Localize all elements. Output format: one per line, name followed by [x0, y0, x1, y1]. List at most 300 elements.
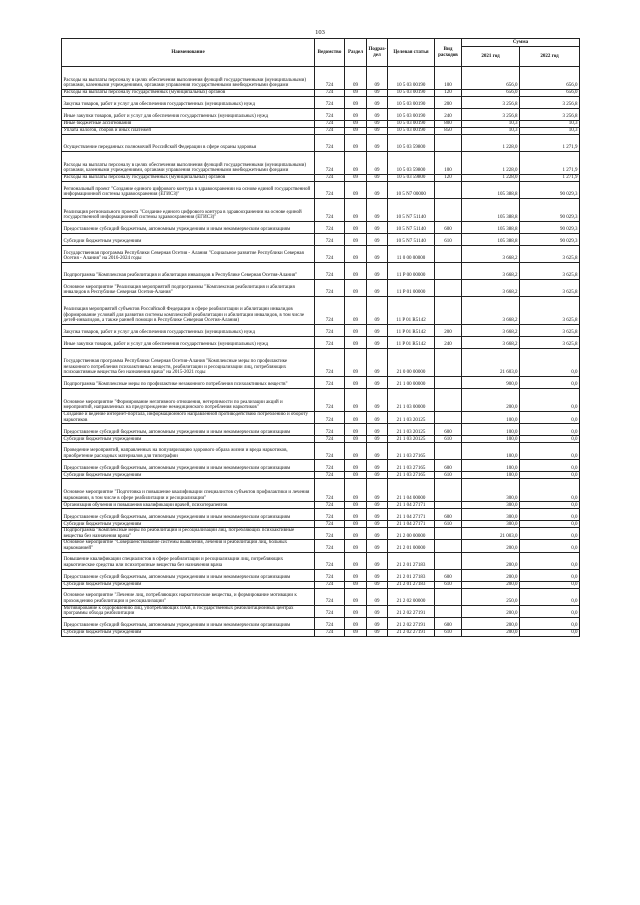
row-subsection: 09	[367, 569, 388, 581]
row-expense-type: 600	[435, 424, 462, 436]
table-row	[62, 528, 580, 540]
row-amount-2021: 200,0	[462, 629, 520, 636]
row-amount-2021: 105 388,8	[462, 222, 520, 234]
row-subsection: 09	[367, 121, 388, 128]
row-expense-type	[435, 502, 462, 509]
row-amount-2021: 105 388,8	[462, 199, 520, 222]
row-amount-2022: 1 271,9	[520, 175, 580, 182]
row-section: 09	[345, 246, 367, 263]
row-target: 21 1 03 20125	[388, 436, 435, 443]
row-amount-2021: 3 668,2	[462, 337, 520, 349]
row-expense-type: 850	[435, 128, 462, 135]
row-section: 09	[345, 629, 367, 636]
table-row	[62, 436, 580, 443]
row-amount-2021: 250,0	[462, 588, 520, 605]
row-name: Иные бюджетные ассигнования	[62, 121, 315, 128]
row-section: 09	[345, 472, 367, 479]
row-amount-2022: 0,0	[520, 389, 580, 412]
row-section: 09	[345, 90, 367, 97]
row-department: 724	[315, 617, 345, 629]
row-subsection: 09	[367, 581, 388, 588]
row-expense-type	[435, 199, 462, 222]
table-row	[62, 222, 580, 234]
table-row	[62, 569, 580, 581]
row-subsection: 09	[367, 479, 388, 502]
row-section: 09	[345, 349, 367, 377]
row-subsection: 09	[367, 67, 388, 90]
row-amount-2021: 100,0	[462, 472, 520, 479]
row-target: 21 2 02 27191	[388, 617, 435, 629]
row-department: 724	[315, 377, 345, 389]
row-name: Государственная программа Республики Северная Осетия-Алания "Комплексные меры по профилактике незаконного потребления психоактивных веществ, реабилитации и ресоциализации лиц, потребляющих психоактивные вещества без назначения врача" на 2015-2021 годы	[62, 349, 315, 377]
row-amount-2022: 0,0	[520, 479, 580, 502]
row-amount-2022: 90 029,3	[520, 234, 580, 246]
row-amount-2021: 100,0	[462, 443, 520, 460]
row-expense-type: 610	[435, 521, 462, 528]
row-amount-2022: 0,0	[520, 377, 580, 389]
row-target: 21 1 03 20125	[388, 424, 435, 436]
row-department: 724	[315, 175, 345, 182]
row-expense-type	[435, 540, 462, 552]
row-expense-type	[435, 443, 462, 460]
row-subsection: 09	[367, 128, 388, 135]
row-name: Основное мероприятие "Лечение лиц, потребляющих наркотические вещества, и формирование мотивации к прохождению реабилитации и ресоциализации"	[62, 588, 315, 605]
row-amount-2022: 0,0	[520, 629, 580, 636]
row-name: Иные закупки товаров, работ и услуг для обеспечения государственных (муниципальных) нужд	[62, 337, 315, 349]
row-target: 10 5 N7 51140	[388, 199, 435, 222]
row-amount-2022: 0,0	[520, 581, 580, 588]
row-target: 21 1 03 00000	[388, 389, 435, 412]
table-row	[62, 199, 580, 222]
row-target: 21 1 00 00000	[388, 377, 435, 389]
row-department: 724	[315, 588, 345, 605]
row-section: 09	[345, 460, 367, 472]
row-target: 10 5 03 59800	[388, 135, 435, 152]
row-name: Реализация мероприятий субъектов Российской Федерации в сфере реабилитации и абилитации инвалидов (формирование условий для развития системы комплексной реабилитации и абилитации инвалидов, в том числе детей-инвалидов, а также ранней помощи в Республике Северная Осетия-Алания)	[62, 297, 315, 325]
row-amount-2022: 90 029,3	[520, 182, 580, 199]
row-subsection: 09	[367, 109, 388, 121]
row-department: 724	[315, 605, 345, 617]
row-amount-2022: 1 271,9	[520, 152, 580, 175]
row-department: 724	[315, 234, 345, 246]
row-department: 724	[315, 552, 345, 569]
table-row	[62, 443, 580, 460]
table-row	[62, 349, 580, 377]
row-amount-2022: 0,0	[520, 617, 580, 629]
header-year-2022: 2022 год	[520, 47, 580, 67]
row-subsection: 09	[367, 472, 388, 479]
table-row	[62, 509, 580, 521]
row-amount-2022: 0,0	[520, 605, 580, 617]
row-section: 09	[345, 502, 367, 509]
row-department: 724	[315, 67, 345, 90]
row-section: 09	[345, 424, 367, 436]
row-department: 724	[315, 540, 345, 552]
row-subsection: 09	[367, 175, 388, 182]
row-amount-2022: 3 625,8	[520, 337, 580, 349]
table-row	[62, 502, 580, 509]
row-name: Иные закупки товаров, работ и услуг для обеспечения государственных (муниципальных) нужд	[62, 109, 315, 121]
row-department: 724	[315, 199, 345, 222]
row-name: Субсидии бюджетным учреждениям	[62, 472, 315, 479]
row-subsection: 09	[367, 135, 388, 152]
row-expense-type: 600	[435, 509, 462, 521]
row-subsection: 09	[367, 297, 388, 325]
table-row	[62, 617, 580, 629]
row-department: 724	[315, 97, 345, 109]
row-subsection: 09	[367, 199, 388, 222]
row-amount-2021: 100,0	[462, 460, 520, 472]
row-department: 724	[315, 337, 345, 349]
row-subsection: 09	[367, 389, 388, 412]
row-name: Предоставление субсидий бюджетным, автономным учреждениям и иным некоммерческим организациям	[62, 509, 315, 521]
row-section: 09	[345, 109, 367, 121]
row-target: 10 5 03 00190	[388, 109, 435, 121]
row-name: Основное мероприятие "Подготовка и повышение квалификации специалистов субъектов профилактики и лечения наркомании, в том числе в сфере реабилитации и ресоциализации"	[62, 479, 315, 502]
row-target: 21 2 01 27183	[388, 552, 435, 569]
row-subsection: 09	[367, 246, 388, 263]
row-amount-2021: 656,0	[462, 90, 520, 97]
row-section: 09	[345, 605, 367, 617]
row-department: 724	[315, 460, 345, 472]
table-row	[62, 175, 580, 182]
row-amount-2021: 1 228,0	[462, 152, 520, 175]
row-target: 10 5 03 00190	[388, 128, 435, 135]
row-subsection: 09	[367, 629, 388, 636]
row-target: 21 1 03 20125	[388, 412, 435, 424]
row-amount-2022: 656,0	[520, 67, 580, 90]
row-expense-type: 120	[435, 175, 462, 182]
row-amount-2021: 100,0	[462, 424, 520, 436]
row-amount-2021: 900,0	[462, 377, 520, 389]
row-section: 09	[345, 552, 367, 569]
row-department: 724	[315, 629, 345, 636]
row-name: Расходы на выплаты персоналу в целях обеспечения выполнения функций государственными (муниципальными) органами, казенными учреждениями, органами управления государственными внебюджетными фондами	[62, 152, 315, 175]
table-row	[62, 581, 580, 588]
row-section: 09	[345, 389, 367, 412]
table-row	[62, 521, 580, 528]
row-amount-2021: 300,0	[462, 502, 520, 509]
row-subsection: 09	[367, 521, 388, 528]
header-subsection: Подраз-дел	[367, 39, 388, 67]
row-section: 09	[345, 581, 367, 588]
row-amount-2022: 10,3	[520, 128, 580, 135]
row-amount-2022: 0,0	[520, 472, 580, 479]
row-section: 09	[345, 617, 367, 629]
row-target: 21 1 04 00000	[388, 479, 435, 502]
row-amount-2021: 200,0	[462, 552, 520, 569]
page-number: 103	[315, 29, 325, 36]
row-section: 09	[345, 152, 367, 175]
row-amount-2022: 0,0	[520, 436, 580, 443]
row-name: Закупка товаров, работ и услуг для обеспечения государственных (муниципальных) нужд	[62, 97, 315, 109]
row-target: 21 2 02 27191	[388, 629, 435, 636]
row-expense-type	[435, 389, 462, 412]
row-department: 724	[315, 389, 345, 412]
row-target: 10 5 03 00190	[388, 67, 435, 90]
row-section: 09	[345, 175, 367, 182]
row-expense-type	[435, 182, 462, 199]
row-name: Субсидии бюджетным учреждениям	[62, 521, 315, 528]
row-subsection: 09	[367, 325, 388, 337]
table-row	[62, 552, 580, 569]
row-expense-type	[435, 479, 462, 502]
row-name: Расходы на выплаты персоналу государственных (муниципальных) органов	[62, 175, 315, 182]
row-subsection: 09	[367, 152, 388, 175]
row-name: Предоставление субсидий бюджетным, автономным учреждениям и иным некоммерческим организациям	[62, 617, 315, 629]
row-target: 21 2 01 00000	[388, 540, 435, 552]
row-amount-2021: 10,3	[462, 121, 520, 128]
row-amount-2021: 200,0	[462, 540, 520, 552]
header-sum: Сумма	[462, 39, 580, 47]
row-department: 724	[315, 436, 345, 443]
table-row	[62, 128, 580, 135]
row-amount-2022: 3 625,8	[520, 280, 580, 297]
row-subsection: 09	[367, 605, 388, 617]
row-name: Субсидии бюджетным учреждениям	[62, 581, 315, 588]
row-amount-2021: 300,0	[462, 521, 520, 528]
row-name: Организация обучения и повышения квалификации врачей, психотерапевтов	[62, 502, 315, 509]
row-expense-type	[435, 246, 462, 263]
row-name: Уплата налогов, сборов и иных платежей	[62, 128, 315, 135]
row-name: Основное мероприятие "Реализация мероприятий подпрограммы "Комплексная реабилитация и абилитация инвалидов в Республике Северная Осетия-Алания"	[62, 280, 315, 297]
row-department: 724	[315, 412, 345, 424]
row-amount-2021: 3 668,2	[462, 325, 520, 337]
row-section: 09	[345, 521, 367, 528]
row-subsection: 09	[367, 377, 388, 389]
row-target: 10 5 03 00190	[388, 121, 435, 128]
row-subsection: 09	[367, 349, 388, 377]
row-amount-2022: 656,0	[520, 90, 580, 97]
row-department: 724	[315, 109, 345, 121]
row-expense-type: 600	[435, 617, 462, 629]
row-name: Региональный проект "Создание единого цифрового контура в здравоохранении на основе единой государственной информационной системы здравоохранения (ЕГИСЗ)"	[62, 182, 315, 199]
row-section: 09	[345, 67, 367, 90]
table-row	[62, 479, 580, 502]
row-expense-type: 200	[435, 325, 462, 337]
row-name: Субсидии бюджетным учреждениям	[62, 629, 315, 636]
row-section: 09	[345, 412, 367, 424]
table-row	[62, 629, 580, 636]
row-subsection: 09	[367, 502, 388, 509]
row-department: 724	[315, 128, 345, 135]
row-amount-2022: 3 625,8	[520, 246, 580, 263]
row-department: 724	[315, 263, 345, 280]
table-row	[62, 97, 580, 109]
table-row	[62, 377, 580, 389]
row-section: 09	[345, 509, 367, 521]
row-target: 21 2 01 27183	[388, 581, 435, 588]
row-department: 724	[315, 90, 345, 97]
row-amount-2022: 0,0	[520, 509, 580, 521]
row-department: 724	[315, 182, 345, 199]
row-amount-2021: 3 256,8	[462, 97, 520, 109]
row-target: 11 P 01 R5142	[388, 297, 435, 325]
row-section: 09	[345, 569, 367, 581]
row-target: 21 1 04 27171	[388, 521, 435, 528]
row-amount-2022: 0,0	[520, 569, 580, 581]
row-amount-2022: 1 271,9	[520, 135, 580, 152]
row-name: Подпрограмма "Комплексная реабилитация и абилитация инвалидов в Республике Северная Осетия-Алания"	[62, 263, 315, 280]
row-department: 724	[315, 424, 345, 436]
table-header	[62, 39, 580, 67]
row-expense-type	[435, 263, 462, 280]
row-expense-type: 600	[435, 460, 462, 472]
row-subsection: 09	[367, 540, 388, 552]
row-department: 724	[315, 521, 345, 528]
row-subsection: 09	[367, 424, 388, 436]
row-department: 724	[315, 121, 345, 128]
row-expense-type: 240	[435, 109, 462, 121]
row-target: 21 1 03 27165	[388, 443, 435, 460]
row-section: 09	[345, 121, 367, 128]
row-name: Субсидии бюджетным учреждениям	[62, 234, 315, 246]
row-amount-2022: 90 029,3	[520, 222, 580, 234]
row-amount-2021: 100,0	[462, 436, 520, 443]
row-name: Расходы на выплаты персоналу государственных (муниципальных) органов	[62, 90, 315, 97]
row-subsection: 09	[367, 412, 388, 424]
row-expense-type: 100	[435, 67, 462, 90]
row-expense-type	[435, 605, 462, 617]
row-expense-type: 610	[435, 629, 462, 636]
row-expense-type	[435, 552, 462, 569]
row-subsection: 09	[367, 588, 388, 605]
row-amount-2021: 3 256,8	[462, 109, 520, 121]
row-amount-2021: 10,3	[462, 128, 520, 135]
row-section: 09	[345, 443, 367, 460]
row-department: 724	[315, 297, 345, 325]
table-row	[62, 280, 580, 297]
row-expense-type	[435, 297, 462, 325]
row-target: 11 P 00 00000	[388, 263, 435, 280]
row-amount-2022: 0,0	[520, 349, 580, 377]
header-department: Ведомство	[315, 39, 345, 67]
table-row	[62, 325, 580, 337]
table-row	[62, 234, 580, 246]
row-department: 724	[315, 479, 345, 502]
row-subsection: 09	[367, 528, 388, 540]
row-amount-2022: 0,0	[520, 540, 580, 552]
row-subsection: 09	[367, 460, 388, 472]
row-subsection: 09	[367, 337, 388, 349]
row-department: 724	[315, 135, 345, 152]
row-subsection: 09	[367, 552, 388, 569]
row-department: 724	[315, 280, 345, 297]
row-amount-2022: 3 625,8	[520, 263, 580, 280]
row-expense-type: 800	[435, 121, 462, 128]
row-amount-2021: 1 228,0	[462, 175, 520, 182]
row-section: 09	[345, 128, 367, 135]
table-row	[62, 135, 580, 152]
row-name: Государственная программа Республики Северная Осетия - Алания "Социальное развитие Республики Северная Осетия - Алания" на 2016-2024 годы	[62, 246, 315, 263]
row-name: Субсидии бюджетным учреждениям	[62, 436, 315, 443]
row-amount-2021: 3 668,2	[462, 280, 520, 297]
row-department: 724	[315, 443, 345, 460]
row-subsection: 09	[367, 263, 388, 280]
row-section: 09	[345, 263, 367, 280]
row-expense-type: 600	[435, 569, 462, 581]
row-target: 10 5 N7 00000	[388, 182, 435, 199]
row-amount-2021: 656,0	[462, 67, 520, 90]
row-section: 09	[345, 337, 367, 349]
row-amount-2021: 3 668,2	[462, 297, 520, 325]
table-row	[62, 182, 580, 199]
row-department: 724	[315, 152, 345, 175]
row-target: 11 P 01 R5142	[388, 337, 435, 349]
row-section: 09	[345, 540, 367, 552]
table-row	[62, 337, 580, 349]
header-expense-type: Вид расходов	[435, 39, 462, 67]
table-row	[62, 472, 580, 479]
row-target: 21 1 03 27165	[388, 472, 435, 479]
row-amount-2021: 105 388,8	[462, 182, 520, 199]
row-name: Подпрограмма "Комплексные меры по профилактике незаконного потребления психоактивных веществ"	[62, 377, 315, 389]
row-amount-2021: 3 668,2	[462, 263, 520, 280]
row-target: 10 5 N7 51140	[388, 222, 435, 234]
row-amount-2022: 0,0	[520, 502, 580, 509]
row-target: 21 2 02 27191	[388, 605, 435, 617]
row-department: 724	[315, 502, 345, 509]
row-name: Закупка товаров, работ и услуг для обеспечения государственных (муниципальных) нужд	[62, 325, 315, 337]
row-expense-type: 610	[435, 436, 462, 443]
row-section: 09	[345, 280, 367, 297]
table-row	[62, 297, 580, 325]
row-amount-2022: 0,0	[520, 424, 580, 436]
table-row	[62, 90, 580, 97]
table-row	[62, 67, 580, 90]
row-target: 21 0 00 00000	[388, 349, 435, 377]
row-section: 09	[345, 234, 367, 246]
row-department: 724	[315, 246, 345, 263]
row-amount-2021: 21 603,0	[462, 349, 520, 377]
row-amount-2021: 200,0	[462, 617, 520, 629]
budget-table	[61, 38, 580, 637]
table-row	[62, 540, 580, 552]
row-name: Подпрограмма "Комплексные меры по реабилитации и ресоциализации лиц, потребляющих психоактивные вещества без назначения врача"	[62, 528, 315, 540]
row-subsection: 09	[367, 222, 388, 234]
row-name: Расходы на выплаты персоналу в целях обеспечения выполнения функций государственными (муниципальными) органами, казенными учреждениями, органами управления государственными внебюджетными фондами	[62, 67, 315, 90]
row-name: Основное мероприятие "Формирование негативного отношения, нетерпимости по реализации акций и мероприятий, направленных на предупреждение немедицинского потребления наркотиков"	[62, 389, 315, 412]
row-amount-2021: 200,0	[462, 605, 520, 617]
row-section: 09	[345, 199, 367, 222]
table-body	[62, 67, 580, 637]
row-section: 09	[345, 182, 367, 199]
row-amount-2021: 200,0	[462, 581, 520, 588]
row-target: 11 P 01 R5142	[388, 325, 435, 337]
row-section: 09	[345, 436, 367, 443]
table-row	[62, 389, 580, 412]
row-amount-2021: 200,0	[462, 389, 520, 412]
row-amount-2021: 300,0	[462, 509, 520, 521]
header-name: Наименование	[62, 39, 315, 67]
row-target: 10 5 03 59800	[388, 152, 435, 175]
table-row	[62, 424, 580, 436]
row-expense-type	[435, 412, 462, 424]
header-year-2021: 2021 год	[462, 47, 520, 67]
row-subsection: 09	[367, 436, 388, 443]
row-subsection: 09	[367, 280, 388, 297]
row-section: 09	[345, 297, 367, 325]
row-amount-2022: 0,0	[520, 552, 580, 569]
row-amount-2021: 100,0	[462, 412, 520, 424]
row-department: 724	[315, 325, 345, 337]
row-amount-2022: 0,0	[520, 528, 580, 540]
row-department: 724	[315, 349, 345, 377]
row-target: 21 1 03 27165	[388, 460, 435, 472]
header-target: Целевая статья	[388, 39, 435, 67]
row-target: 10 5 N7 51140	[388, 234, 435, 246]
row-target: 21 2 00 00000	[388, 528, 435, 540]
